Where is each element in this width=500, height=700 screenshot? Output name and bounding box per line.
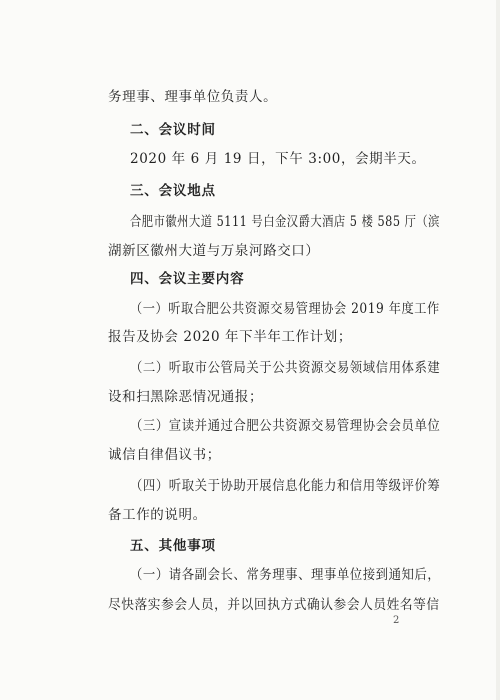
body-line-location-2: 湖新区徽州大道与万泉河路交口） [108, 243, 320, 259]
body-line-location-1: 合肥市徽州大道 5111 号白金汉爵大酒店 5 楼 585 厅（滨 [130, 214, 440, 230]
section-heading-agenda: 四、会议主要内容 [130, 271, 245, 287]
section-heading-location: 三、会议地点 [130, 183, 216, 199]
agenda-item-3-line-1: （三）宣读并通过合肥公共资源交易管理协会会员单位 [130, 418, 441, 434]
agenda-item-3-line-2: 诚信自律倡议书； [108, 447, 221, 463]
agenda-item-1-line-1: （一）听取合肥公共资源交易管理协会 2019 年度工作 [130, 301, 440, 317]
page-number: 2 [393, 615, 400, 626]
body-line-attendees: 务理事、理事单位负责人。 [108, 89, 278, 105]
agenda-item-2-line-2: 设和扫黑除恶情况通报； [108, 389, 264, 405]
other-item-1-line-1: （一）请各副会长、常务理事、理事单位接到通知后， [130, 567, 441, 583]
agenda-item-4-line-1: （四）听取关于协助开展信息化能力和信用等级评价筹 [130, 478, 441, 494]
agenda-item-2-line-1: （二）听取市公管局关于公共资源交易领域信用体系建 [130, 360, 441, 376]
body-line-time: 2020 年 6 月 19 日，下午 3:00，会期半天。 [130, 151, 426, 167]
section-heading-time: 二、会议时间 [130, 122, 216, 138]
agenda-item-4-line-2: 备工作的说明。 [108, 507, 207, 523]
scan-edge [496, 0, 500, 700]
section-heading-other: 五、其他事项 [130, 538, 216, 554]
other-item-1-line-2: 尽快落实参会人员，并以回执方式确认参会人员姓名等信 [108, 597, 440, 613]
agenda-item-1-line-2: 报告及协会 2020 年下半年工作计划； [108, 329, 352, 345]
